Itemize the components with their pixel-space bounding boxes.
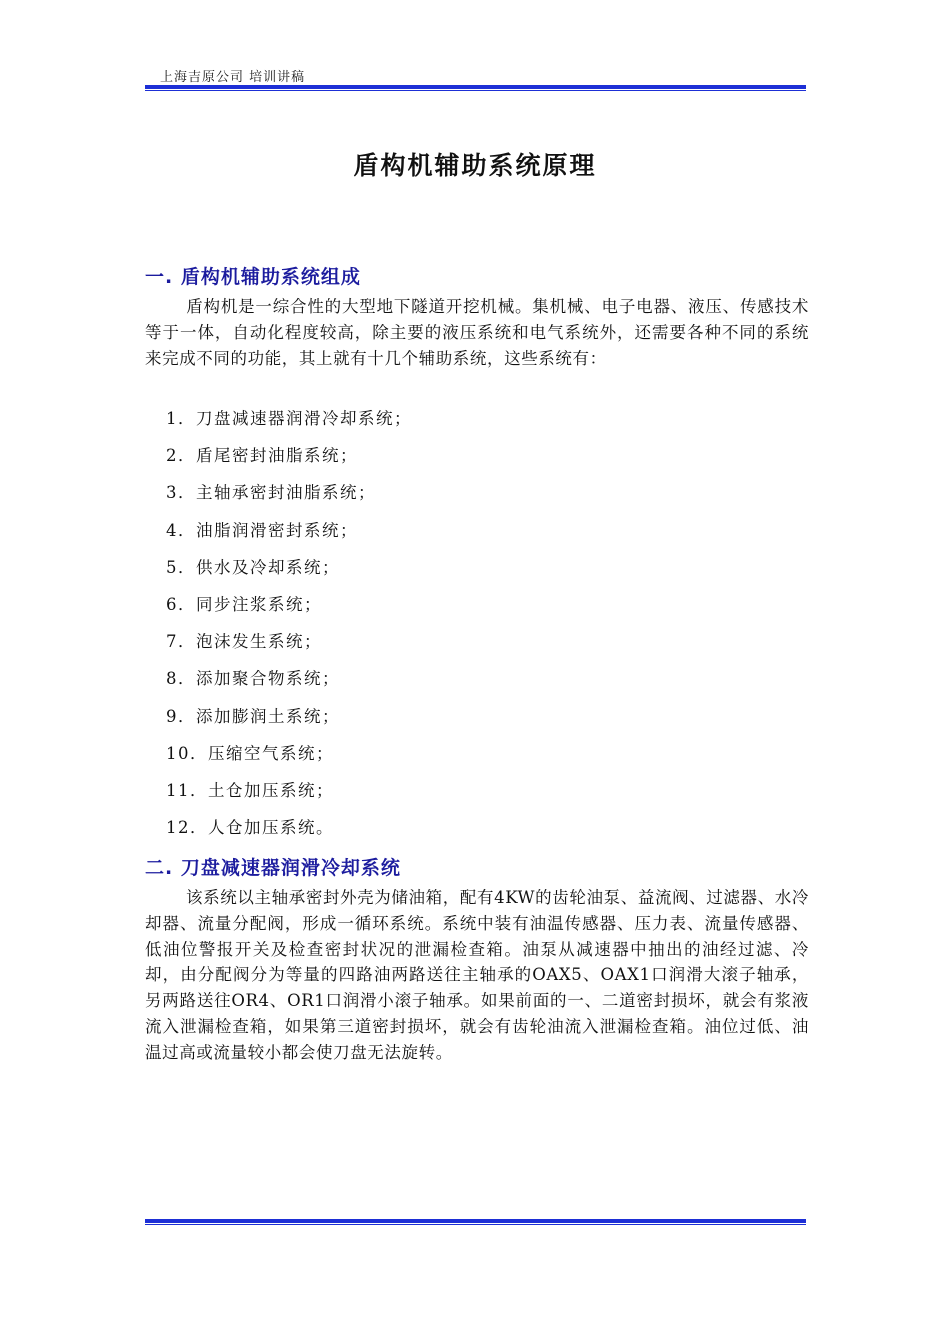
list-item: 7．泡沫发生系统； <box>166 632 322 652</box>
list-item: 8．添加聚合物系统； <box>166 669 340 689</box>
section-2-paragraph <box>145 885 809 1066</box>
footer-rule <box>145 1219 806 1225</box>
page-header-text: 上海吉原公司 培训讲稿 <box>160 70 306 85</box>
list-item: 2．盾尾密封油脂系统； <box>166 446 358 466</box>
list-item: 11．土仓加压系统； <box>166 780 334 800</box>
list-item: 12．人仓加压系统。 <box>166 818 334 838</box>
header-rule <box>145 85 806 91</box>
section-1-heading: 一. 盾构机辅助系统组成 <box>145 266 361 288</box>
section-2-heading: 二. 刀盘减速器润滑冷却系统 <box>145 857 401 879</box>
section-2-paragraph-text: 该系统以主轴承密封外壳为储油箱，配有4KW的齿轮油泵、益流阀、过滤器、水冷却器、流量分配阀，形成一循环系统。系统中装有油温传感器、压力表、流量传感器、低油位警报开关及检查密封状况的泄漏检查箱。油泵从减速器中抽出的油经过滤、冷却，由分配阀分为等量的四路油两路送往主轴承的OAX5、OAX1口润滑大滚子轴承，另两路送往OR4、OR1口润滑小滚子轴承。如果前面的一、二道密封损坏，就会有浆液流入泄漏检查箱，如果第三道密封损坏，就会有齿轮油流入泄漏检查箱。油位过低、油温过高或流量较小都会使刀盘无法旋转。 <box>145 888 809 1062</box>
list-item: 6．同步注浆系统； <box>166 594 322 614</box>
list-item: 10．压缩空气系统； <box>166 743 334 763</box>
list-item: 5．供水及冷却系统； <box>166 557 340 577</box>
subsystem-list <box>166 405 412 851</box>
list-item: 9．添加膨润土系统； <box>166 706 340 726</box>
list-item: 1．刀盘减速器润滑冷却系统； <box>166 409 412 428</box>
section-1-paragraph <box>145 294 809 371</box>
list-item: 3．主轴承密封油脂系统； <box>166 483 376 503</box>
section-1-paragraph-text: 盾构机是一综合性的大型地下隧道开挖机械。集机械、电子电器、液压、传感技术等于一体，自动化程度较高，除主要的液压系统和电气系统外，还需要各种不同的系统来完成不同的功能，其上就有十几个辅助系统，这些系统有： <box>145 297 809 368</box>
document-title: 盾构机辅助系统原理 <box>353 151 597 180</box>
list-item: 4．油脂润滑密封系统； <box>166 520 358 540</box>
